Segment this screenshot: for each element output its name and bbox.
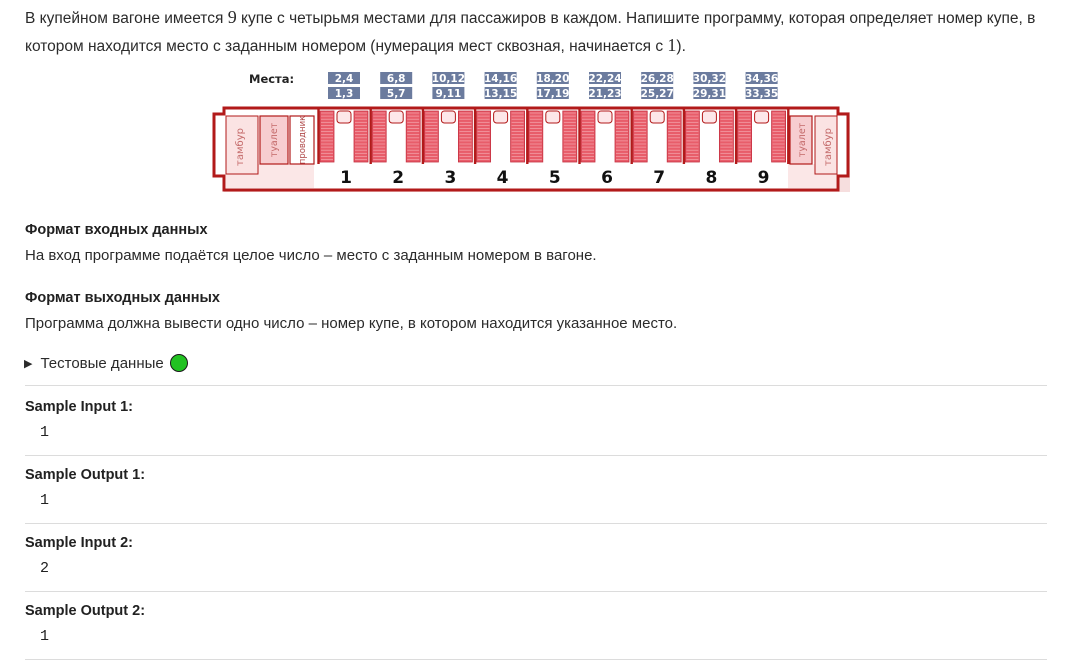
- berth-right: [615, 111, 629, 162]
- compartment-table: [494, 111, 508, 123]
- sample-input-2-value: 2: [40, 560, 50, 577]
- seat-tag-text: 22,24: [588, 73, 622, 85]
- berth-left: [477, 111, 491, 162]
- compartments: [318, 108, 788, 164]
- compartment-number: 3: [444, 168, 457, 188]
- input-format-title: Формат входных данных: [25, 222, 208, 238]
- start-number: 1: [667, 35, 677, 55]
- compartment: [475, 108, 527, 164]
- divider: [25, 591, 1047, 592]
- expand-triangle-icon: ▶: [24, 357, 33, 370]
- seat-tag-text: 9,11: [435, 88, 462, 100]
- sample-output-1-value: 1: [40, 492, 50, 509]
- seat-tags: [328, 72, 778, 100]
- divider: [25, 659, 1047, 660]
- divider: [25, 385, 1047, 386]
- seat-tag-text: 34,36: [744, 73, 779, 85]
- sample-input-2-label: Sample Input 2:: [25, 535, 133, 551]
- train-car-diagram: [212, 68, 856, 196]
- seats-label: Места:: [249, 72, 295, 86]
- compartment: [631, 108, 683, 164]
- compartment-number: 2: [392, 168, 405, 188]
- compartment-table: [755, 111, 769, 123]
- compartment-number: 5: [548, 168, 561, 188]
- statement-text-2: купе с четырьмя местами для пассажиров в каждом. Напишите программу, которая определяет номер купе, в котором находится место с заданным номером (нумерация мест сквозная, начинается с: [25, 10, 1036, 55]
- berth-left: [738, 111, 752, 162]
- berth-right: [719, 111, 733, 162]
- seat-tag-text: 2,4: [334, 73, 354, 85]
- berth-right: [563, 111, 577, 162]
- compartment-number: 9: [757, 168, 770, 188]
- compartment: [370, 108, 422, 164]
- berth-right: [772, 111, 786, 162]
- compartment-number: 8: [705, 168, 718, 188]
- sample-output-2-value: 1: [40, 628, 50, 645]
- vestibule-left-label: тамбур: [235, 128, 246, 166]
- seat-tag-text: 10,12: [431, 73, 466, 85]
- output-format-text: Программа должна вывести одно число – номер купе, в котором находится указанное место.: [25, 315, 678, 332]
- vestibule-right-label: тамбур: [823, 128, 834, 166]
- berth-right: [354, 111, 368, 162]
- compartment-number: 6: [601, 168, 613, 188]
- toilet-left-label: туалет: [269, 122, 280, 158]
- seat-tag-text: 17,19: [536, 88, 570, 100]
- compartment-table: [546, 111, 560, 123]
- compartment: [527, 108, 579, 164]
- test-data-toggle[interactable]: [24, 354, 188, 372]
- berth-right: [458, 111, 472, 162]
- sample-input-1-label: Sample Input 1:: [25, 399, 133, 415]
- berth-left: [529, 111, 543, 162]
- sample-output-2-label: Sample Output 2:: [25, 603, 146, 619]
- seat-tag-text: 5,7: [386, 88, 406, 100]
- berth-left: [581, 111, 595, 162]
- compartment-number: 1: [340, 168, 352, 188]
- compartment-number: 4: [496, 168, 509, 188]
- attendant-label: проводник: [298, 115, 308, 165]
- seat-tag-text: 30,32: [692, 73, 727, 85]
- output-format-title: Формат выходных данных: [25, 290, 220, 306]
- seat-tag-text: 25,27: [640, 88, 674, 100]
- compartment-table: [702, 111, 716, 123]
- seat-tag-text: 26,28: [640, 73, 674, 85]
- compartment: [579, 108, 631, 164]
- berth-right: [511, 111, 525, 162]
- seat-tag-text: 21,23: [588, 88, 622, 100]
- compartment: [422, 108, 474, 164]
- compartment: [736, 108, 788, 164]
- statement-text-1: В купейном вагоне имеется: [25, 10, 228, 27]
- berth-left: [633, 111, 647, 162]
- statement-text-3: ).: [676, 38, 686, 55]
- seat-tag-text: 13,15: [483, 88, 518, 100]
- berth-right: [406, 111, 420, 162]
- input-format-text: На вход программе подаётся целое число – место с заданным номером в вагоне.: [25, 247, 597, 264]
- seat-tag-text: 29,31: [692, 88, 727, 100]
- problem-statement: [25, 4, 1055, 60]
- seat-tag-text: 14,16: [483, 73, 518, 85]
- berth-left: [372, 111, 386, 162]
- toilet-right-label: туалет: [797, 122, 808, 158]
- sample-input-1-value: 1: [40, 424, 50, 441]
- compartment-table: [337, 111, 351, 123]
- compartments-count: 9: [227, 7, 237, 27]
- divider: [25, 523, 1047, 524]
- berth-left: [424, 111, 438, 162]
- sample-output-1-label: Sample Output 1:: [25, 467, 146, 483]
- seat-tag-text: 1,3: [334, 88, 354, 100]
- compartment-table: [441, 111, 455, 123]
- compartment-table: [650, 111, 664, 123]
- seat-tag-text: 6,8: [386, 73, 406, 85]
- compartment-table: [389, 111, 403, 123]
- berth-right: [667, 111, 681, 162]
- test-data-label: Тестовые данные: [40, 354, 164, 372]
- berth-left: [685, 111, 699, 162]
- status-ok-icon: [170, 354, 188, 372]
- divider: [25, 455, 1047, 456]
- compartment-number: 7: [653, 168, 666, 188]
- compartment: [683, 108, 735, 164]
- seat-tag-text: 33,35: [744, 88, 779, 100]
- seat-tag-text: 18,20: [536, 73, 570, 85]
- compartment-table: [598, 111, 612, 123]
- compartment: [318, 108, 370, 164]
- berth-left: [320, 111, 334, 162]
